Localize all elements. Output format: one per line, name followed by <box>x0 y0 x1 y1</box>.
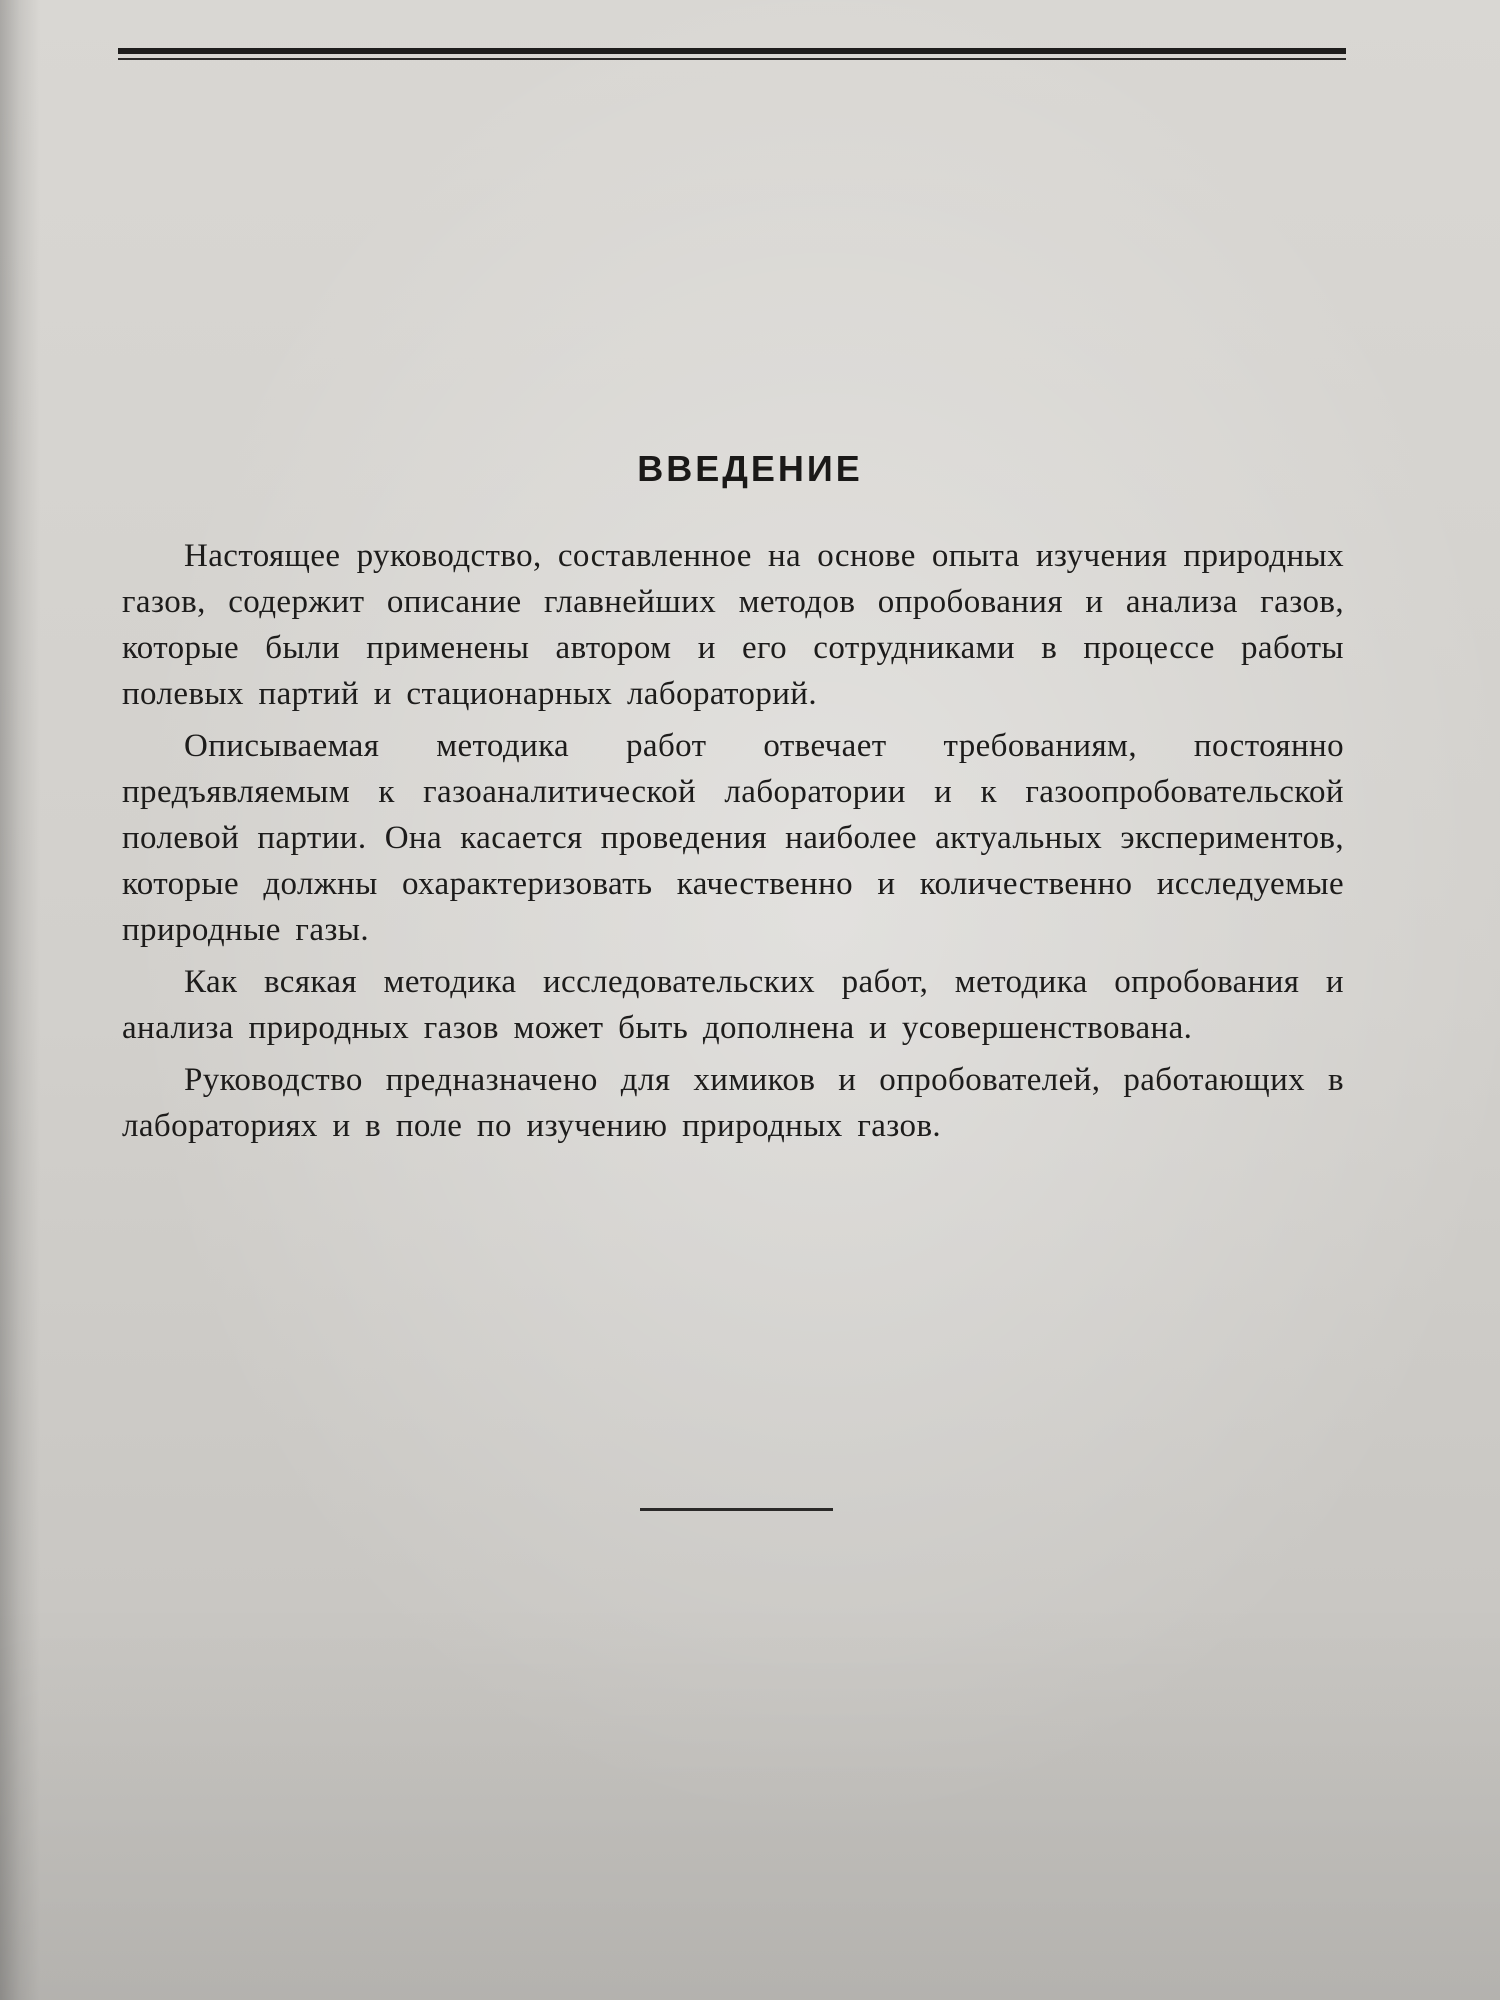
header-rule <box>118 48 1346 54</box>
page-title: ВВЕДЕНИЕ <box>637 448 863 489</box>
body-text <box>122 533 1344 1155</box>
paragraph: Настоящее руководство, составленное на основе опыта изучения природных газов, содержит описание главнейших методов опробования и анализа газов, которые были применены автором и его сотрудниками в процессе работы полевых партий и стационарных лабораторий. <box>122 538 1344 712</box>
header-rule-thin <box>118 58 1346 60</box>
paragraph: Руководство предназначено для химиков и опробователей, работающих в лабораториях и в поле по изучению природных газов. <box>122 1062 1344 1144</box>
paragraph: Как всякая методика исследовательских работ, методика опробования и анализа природных газов может быть дополнена и усовершенствована. <box>122 964 1344 1046</box>
page-shadow <box>0 1600 1500 2000</box>
section-end-rule <box>640 1508 833 1511</box>
paragraph: Описываемая методика работ отвечает требованиям, постоянно предъявляемым к газоаналитической лаборатории и к газоопробовательской полевой партии. Она касается проведения наиболее актуальных экспериментов, которые должны охарактеризовать качественно и количественно исследуемые природные газы. <box>122 728 1344 948</box>
